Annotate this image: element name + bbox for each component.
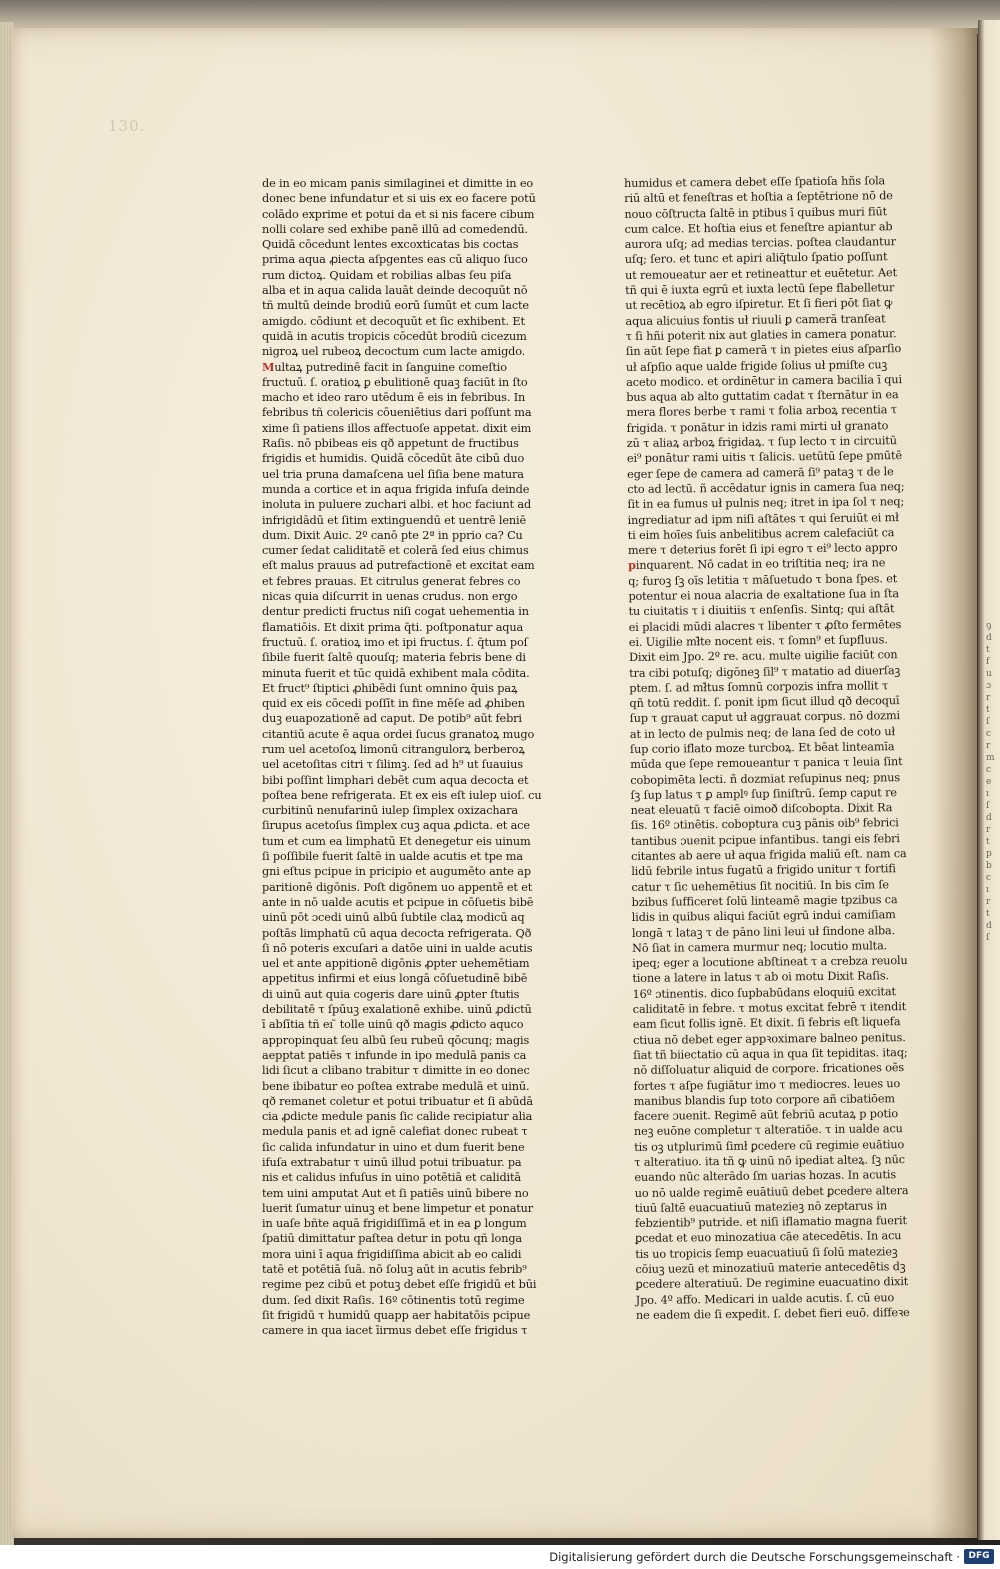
text-line: in uaſe bñte aquā frigidiſſimā et in ea ꝑ longum <box>262 1217 527 1231</box>
text-line: lidi ſicut a clibano trabitur τ dimitte in eo donec <box>262 1064 530 1078</box>
text-line: poſtās limphatū cū aqua decocta refrigerata. Qð <box>262 926 532 940</box>
text-line: ipeq; eger a locutione abſtineat τ a crebza reuolu <box>632 954 908 971</box>
text-line: ſi nō poteris excuſari a datōe uini in ualde acutis <box>262 941 533 955</box>
text-line: uel et ante appitionē digōnis ꝓpter uehemētiam <box>262 957 530 971</box>
text-line: tu ciuitatis τ i diuitiis τ enſenſis. Sintq; qui aſtāt <box>628 602 895 619</box>
text-line: quid ex eis cōcedi poſſīt in fine mēſe ad ꝓhiben <box>262 697 525 711</box>
text-line: τ ſi hñi poterit nix aut glaties in camera ponatur. <box>625 327 897 343</box>
text-line: citantes ab aere uł aqua frigida maliū eſt. nam ca <box>631 847 907 864</box>
text-line: tra cibi potuſq; digōneꝫ ſil⁹ τ matatio ad diuerſaꝫ <box>629 663 901 680</box>
text-line: bus aqua ab alto guttatim cadat τ ſternātur in ea <box>626 388 899 405</box>
text-line: luerit ſumatur uinuꝫ et bene limpetur et ponatur <box>262 1201 534 1215</box>
text-line: tum et cum ea limphatū Et denegetur eis uinum <box>262 834 531 848</box>
text-line: donec bene infundatur et si uis ex eo facere potū <box>262 192 536 206</box>
text-line: appetitus infirmi et eius longā cōſuetudinē bibē <box>262 972 528 986</box>
text-line: colādo exprime et potui da et si nis facere cibum <box>262 207 535 221</box>
text-line: ſibile fuerit ſaltē quouſq; materia febris bene di <box>262 651 526 665</box>
text-line: inoluta in puluere zuchari albi. et hoc faciunt ad <box>262 498 532 512</box>
text-line: neat eleuatū τ faciē oimoð diſcobopta. Dixit Ra <box>630 801 893 818</box>
text-line: lidis in quibus aliqui faciūt egrū indui camiſiam <box>631 908 896 925</box>
text-line: frigida. τ ponātur in idzis rami mirti uł granato <box>626 418 889 435</box>
text-line: ſiat tñ biiectatio cū aqua in qua ſit tepiditas. itaq; <box>633 1046 908 1062</box>
text-line: ſirupus acetoſus ſimplex cuꝫ aqua ꝓdicta. et ace <box>262 819 530 833</box>
text-line: dum. Dixit Auic. 2º canō pte 2ª in pprio ca? Cu <box>262 528 523 542</box>
text-line: uel tria pruna damaſcena uel ſiſia bene matura <box>262 467 524 481</box>
text-line: tem uini amputat Aut et ſi patiēs uinū bibere no <box>262 1186 529 1200</box>
text-line: mūda que ſepe remoueantur τ panica τ leuia ſint <box>630 755 903 772</box>
text-line: prima aqua ꝓiecta aſpgentes eas cū aliquo ſuco <box>262 253 528 267</box>
text-line: infrigidādū et ſitim extinguendū et uentrē leniē <box>262 513 527 527</box>
text-line: caliditatē in febre. τ motus excitat febrē τ itendit <box>632 1000 907 1016</box>
rubricated-initial: p <box>628 558 636 573</box>
text-line: xime ſi patiens illos affectuoſe appetat. dixit eim <box>262 421 532 435</box>
text-line: febzientib⁹ putride. et niſi iflamatio magna fuerit <box>634 1214 907 1231</box>
text-line: ſup corio iflato moze turcboꝝ. Et bēat linteamīa <box>629 740 895 756</box>
dfg-logo: DFG <box>964 1549 994 1564</box>
text-line: nouo cōſtructa ſaltē in ptibus ī quibus muri fiūt <box>624 204 888 221</box>
text-line: fructuū. ſ. oratioꝝ ꝑ ebulitionē quaꝫ faciūt in ſto <box>262 375 528 389</box>
text-line: medula panis et ad ignē calefiat donec rubeat τ <box>262 1125 528 1139</box>
text-line: uo nō ualde regimē euātiuū debet ꝑcedere altera <box>634 1183 909 1200</box>
text-line: tiuū ſaltē euacuatiuū matezieꝫ nō zeptarus in <box>634 1199 888 1215</box>
text-line: macho et ideo raro utēdum ē eis in febribus. In <box>262 391 526 405</box>
text-line: neꝫ euōne completur τ alteratiōe. τ in ualde acu <box>633 1122 903 1139</box>
folio-number: 130. <box>108 117 146 135</box>
text-line: ifuſa extrabatur τ uinū illud potui tribuatur. pa <box>262 1156 522 1169</box>
text-line: nolli colare sed exhibe panē illū ad comedendū. <box>262 222 528 236</box>
text-line: rum uel acetoſoꝝ limonū citrangulorꝝ berberoꝝ <box>262 742 525 756</box>
text-line: pinquarent. Nō cadat in eo triſtitia neq; ira ne <box>628 556 886 573</box>
facing-page-text-fragments: ꝯ d t f u ɔ r t ſ c r m c e ı ſ d r t p b c ı r t d ſ <box>986 621 995 943</box>
text-line: ī abſītia tñ eı ̄ tolle uinū qð magis ꝓdicto aquco <box>262 1018 524 1032</box>
text-line: regime pez cibū et potuꝫ debet eſſe frigidū et būi <box>262 1278 537 1292</box>
text-line: tñ multū deinde brodiū eorū ſumūt et cum lacte <box>262 299 529 313</box>
text-line: aepptat patiēs τ infunde in ipo medulā panis ca <box>262 1048 527 1062</box>
text-line: alba et in aqua calida lauāt deinde decoquūt nō <box>262 284 528 298</box>
text-line: gni eſtus pcipue in pricipio et augumēto ante ap <box>262 865 531 879</box>
text-line: facere ɔuenit. Regimē aūt febriū acutaꝝ p potio <box>633 1107 899 1124</box>
text-line: tis uo tropicis ſemp euacuatiuū ſi ſolū matezieꝫ <box>635 1244 898 1261</box>
text-line: ꝑcedat et euo minozatiua cāe atecedētis. In acu <box>635 1229 902 1246</box>
text-line: amigdo. cōdiunt et decoquūt et ſic exhibent. Et <box>262 314 525 328</box>
text-line: ſic calida infundatur in uino et dum fuerit bene <box>262 1140 525 1154</box>
text-line: ſꝫ ſup latus τ ꝑ amplꝰ ſup ſiniſtrū. ſemp caput re <box>630 786 897 802</box>
text-line: Nō ſiat in camera murmur neq; locutio multa. <box>632 939 888 955</box>
text-line: eſt malus prauus ad putrefactionē et excitat eam <box>262 559 535 573</box>
text-line: Raſis. nō pbibeas eis qð appetunt de fructibus <box>262 437 519 451</box>
text-line: aqua alicuius fontis uł riuuli ꝑ camerā tranſeat <box>625 311 886 328</box>
text-line: quidā in acutis tropicis cōcedūt brodiū cicezum <box>262 329 527 343</box>
text-line: ctiua nō debet eger appꝛoximare balneo penitus. <box>632 1030 906 1047</box>
text-line: camere in qua iacet īirmus debet eſſe frigidus τ <box>262 1324 528 1338</box>
text-line: qñ totū reddit. ſ. ponit ipm ſicut illud qð decoquī <box>629 694 900 711</box>
funding-credit: Digitalisierung gefördert durch die Deutsche Forschungsgemeinschaft · <box>549 1550 960 1564</box>
text-line: fructuū. ſ. oratioꝝ imo et ipi fructus. ſ. q̄tum poſ <box>262 635 528 649</box>
text-line: nigroꝝ uel rubeoꝝ decoctum cum lacte amigdo. <box>262 345 526 359</box>
rubricated-initial: M <box>262 359 275 374</box>
text-line: ut remoueatur aer et retineattur et euētetur. Aet <box>624 265 897 282</box>
text-line: ſup τ grauat caput uł aggrauat corpus. nō dozmi <box>629 709 901 726</box>
text-line: mere τ deterius forēt ſi ipi egro τ ei⁹ lecto appro <box>627 541 898 558</box>
text-line: nicas quia diſcurrit in uenas crudus. non ergo <box>262 590 518 604</box>
text-line: paritionē digōnis. Poſt digōnem uo appentē et et <box>262 880 533 894</box>
text-line: de in eo micam panis similaginei et dimitte in eo <box>262 177 534 190</box>
text-line: cum calce. Et hoſtia eius et feneſtre apiantur ab <box>624 220 893 236</box>
text-line: curbitinū nenufarinū iulep ſimplex oxizachara <box>262 804 518 818</box>
text-line: at in lecto de pulmis neq; de lana ſed de coto uł <box>629 724 896 741</box>
text-line: uinū pōt ɔcedi uinū albū ſubtile claꝝ modicū aq <box>262 911 525 925</box>
text-line: appropinquat ſeu albū ſeu rubeū qōcunq; magis <box>262 1033 530 1047</box>
text-line: duꝫ euapozationē ad caput. De potib⁹ aūt febri <box>262 712 522 726</box>
text-line: di uinū aut quia cogeris dare uinū ꝓpter ſtutis <box>262 987 520 1001</box>
text-line: tione a latere in latus τ ab oi motu Dixit Raſis. <box>632 969 890 986</box>
text-line: ingrediatur ad ipm niſi aſtātes τ qui ſeruiūt ei mł <box>627 510 899 527</box>
text-line: tantibus ɔuenit pcipue infantibus. tangi eis febri <box>630 831 900 848</box>
text-line: ei placidi mūdi alacres τ libenter τ ꝓſto fermētes <box>628 617 902 634</box>
text-line: cto ad lectū. ñ accēdatur ignis in camera ſua neq; <box>627 480 905 496</box>
text-line: mera flores berbe τ rami τ folia arboꝝ recentia τ <box>626 403 897 420</box>
text-line: ei. Uigilie mł̄te nocent eis. τ ſomn⁹ et ſupfluus. <box>628 633 888 649</box>
text-line: frigidis et humidis. Quidā cōcedūt āte cibū duo <box>262 452 525 466</box>
text-line: humidus et camera debet eſſe ſpatioſa hñs ſola <box>624 174 886 190</box>
text-line: ſit in ea fumus uł pulnis neq; itret in ipa ſol τ neq; <box>627 495 905 512</box>
text-line: eam ſicut follis ignē. Et dixit. ſi febris eſt liquefa <box>632 1015 901 1032</box>
text-line: uſq; ſero. et tunc et apiri aliq̄tulo ſpatio poſſunt <box>624 250 888 267</box>
text-line: ei⁹ ponātur rami uitis τ ſalicis. uetūtū ſepe pmūtē <box>626 449 903 466</box>
text-line: catur τ ſic uehemētius ſit nocitiū. In bis cīm ſe <box>631 877 889 894</box>
text-line: Dixit eim Jpo. 2º re. acu. multe uigilie faciūt con <box>628 648 898 665</box>
text-line: cobopimēta lecti. ñ dozmiat reſupinus neq; pnus <box>630 770 901 787</box>
text-line: τ alteratiuo. ita tñ ꝙ uinū nō ipediat alteꝝ. ſꝫ nūc <box>634 1153 905 1169</box>
right-text-column <box>624 173 910 1322</box>
text-line: ꝑcedere alteratiuū. De regimine euacuatino dixit <box>635 1275 909 1292</box>
text-line: debilitatē τ ſpūuꝫ exalationē exhibe. uinū ꝓdictū <box>262 1003 532 1017</box>
text-line: ut recētioꝝ ab egro iſpiretur. Et ſi fieri pōt ſiat ꝙ <box>625 296 893 313</box>
text-line: manibus blandis ſup toto corpore añ cibatiōem <box>633 1092 895 1108</box>
text-line: cōiuꝫ uezū et minozatiuū materie antecedētis dꝫ <box>635 1260 906 1277</box>
text-line: Quidā cōcedunt lentes excoxticatas bis coctas <box>262 238 519 252</box>
text-line: nō diſſoluatur aliquid de corpore. fricationes oēs <box>633 1061 905 1078</box>
text-line: aurora uſq; ad medias tercias. poſtea claudantur <box>624 235 896 252</box>
text-line: dum. ſed dixit Raſis. 16º cōtinentis totū regime <box>262 1293 525 1307</box>
text-line: nis et calidus infuſus in uino potētiā et caliditā <box>262 1171 521 1185</box>
text-line: mora uini ī aqua frigidiſſima abicit ab eo calidi <box>262 1247 522 1261</box>
text-line: potentur ei noua alacria de exaltatione ſua in ſta <box>628 587 900 603</box>
text-line: ſin aūt ſepe fiat ꝑ camerā τ in pietes eius aſparſio <box>625 342 902 359</box>
text-line: ti eim hoīes ſuis anbelitibus acrem calefaciūt ca <box>627 526 895 542</box>
text-line: euando nūc alterādo ſm uarias hozas. In acutis <box>634 1168 897 1185</box>
text-line: 16º ɔtinentis. dico ſupbabūdans eloquiū excitat <box>632 984 896 1001</box>
text-line: et febres prauas. Et citrulus generat febres co <box>262 574 521 588</box>
text-line: zū τ aliaꝝ arboꝝ frigidaꝝ. τ ſup lecto τ in circuitū <box>626 434 897 451</box>
text-line: rum dictoꝝ. Quidam et robilias albas ſeu piſa <box>262 268 512 282</box>
text-line: tatē et potētiā ſuā. nō ſoluꝫ aūt in acutis febrib⁹ <box>262 1263 527 1277</box>
text-line: aceto modico. et ordinētur in camera bacilia ī qui <box>626 372 902 389</box>
text-line: ſi poſſibile fuerit ſaltē in ualde acutis et tpe ma <box>262 850 523 864</box>
text-line: eger ſepe de camera ad camerā ſi⁹ pataꝫ τ de le <box>627 464 894 481</box>
left-text-column <box>262 176 542 1338</box>
text-line: ſis. 16º ɔtinētis. coboptura cuꝫ pānis oib⁹ febrici <box>630 816 899 833</box>
text-line: qð remanet coletur et potui tribuatur et ſi abūdā <box>262 1094 534 1108</box>
text-line: Jpo. 4º affo. Medicari in ualde acutis. ſ. cū euo <box>635 1290 895 1307</box>
text-line: minuta fuerit et tūc quidā exhibent mala cōdita. <box>262 666 530 680</box>
text-line: Multaꝝ putredinē facit in ſanguine comeſtio <box>262 359 507 374</box>
text-line: uel acetoſitas citri τ ſilimꝫ. ſed ad h⁹ ut ſuauius <box>262 758 523 772</box>
text-line: ptem. ſ. ad mł̄tus ſomnū corpozis infra mollit τ <box>629 679 889 695</box>
text-line: uł aſpſio aque ualde frigide ſolius uł pmiſte cuꝫ <box>625 357 888 374</box>
text-line: tis oꝫ utplurimū ſimł ꝑcedere cū regimie euātiuo <box>634 1137 905 1154</box>
text-line: cumer ſedat caliditatē et colerā ſed eius chimus <box>262 544 529 558</box>
text-line: flamatiōis. Et dixit prima q̄ti. poſtponatur aqua <box>262 620 524 634</box>
text-line: ſit frigidū τ humidū quapp aer habitatōis pcipue <box>262 1308 531 1322</box>
text-line: lidū febrile intus fugatū a frigido unitur τ fortifi <box>631 862 896 879</box>
text-line: bzibus ſufficeret ſolū linteamē magie tpzibus ca <box>631 893 898 909</box>
text-line: ſpatiū dimittatur paſtea detur in potu qñ longa <box>262 1232 523 1246</box>
text-line: febribus tñ colericis cōueniētius dari poſſunt ma <box>262 406 532 420</box>
text-line: fortes τ aſpe fugiātur imo τ mediocres. leues uo <box>633 1076 901 1093</box>
text-line: cia ꝓdicte medule panis ſic calide recipiatur alia <box>262 1110 533 1124</box>
gutter-shadow <box>930 28 978 1538</box>
text-line: bibi poſſint limphari debēt cum aqua decocta et <box>262 773 529 787</box>
text-line: ante in nō ualde acutis et pcipue in cōſuetis bibē <box>262 895 534 909</box>
text-line: munda a cortice et in aqua frigida infuſa deinde <box>262 482 530 496</box>
text-line: q; furoꝫ ſꝫ oīs letitia τ māſuetudo τ bona ſpes. et <box>628 571 898 588</box>
text-line: Et fruct⁹ ſtiptici ꝓhibēdi ſunt omnino q̄uis paꝝ <box>262 681 518 695</box>
text-line: tñ qui ē iuxta egrū et iuxta lectū ſepe flabelletur <box>625 281 895 298</box>
text-line: riū altū et feneſtras et hoſtia a ſeptētrione nō de <box>624 189 893 206</box>
text-line: longā τ lataꝫ τ de pāno lini leui uł ſindone alba. <box>631 923 896 940</box>
text-line: dentur predicti fructus niſi cogat uehementia in <box>262 605 529 619</box>
text-line: ne eadem die ſi expedit. ſ. debet fieri euō. diffeꝛe <box>635 1306 910 1322</box>
text-line: citantiū acute ē aqua ordei ſucus granatoꝝ mugo <box>262 727 535 741</box>
text-line: poſtea bene refrigerata. Et ex eis eſt iulep uioſ. cu <box>262 788 542 802</box>
text-line: bene ibibatur eo poſtea extrabe medulā et uinū. <box>262 1079 530 1093</box>
